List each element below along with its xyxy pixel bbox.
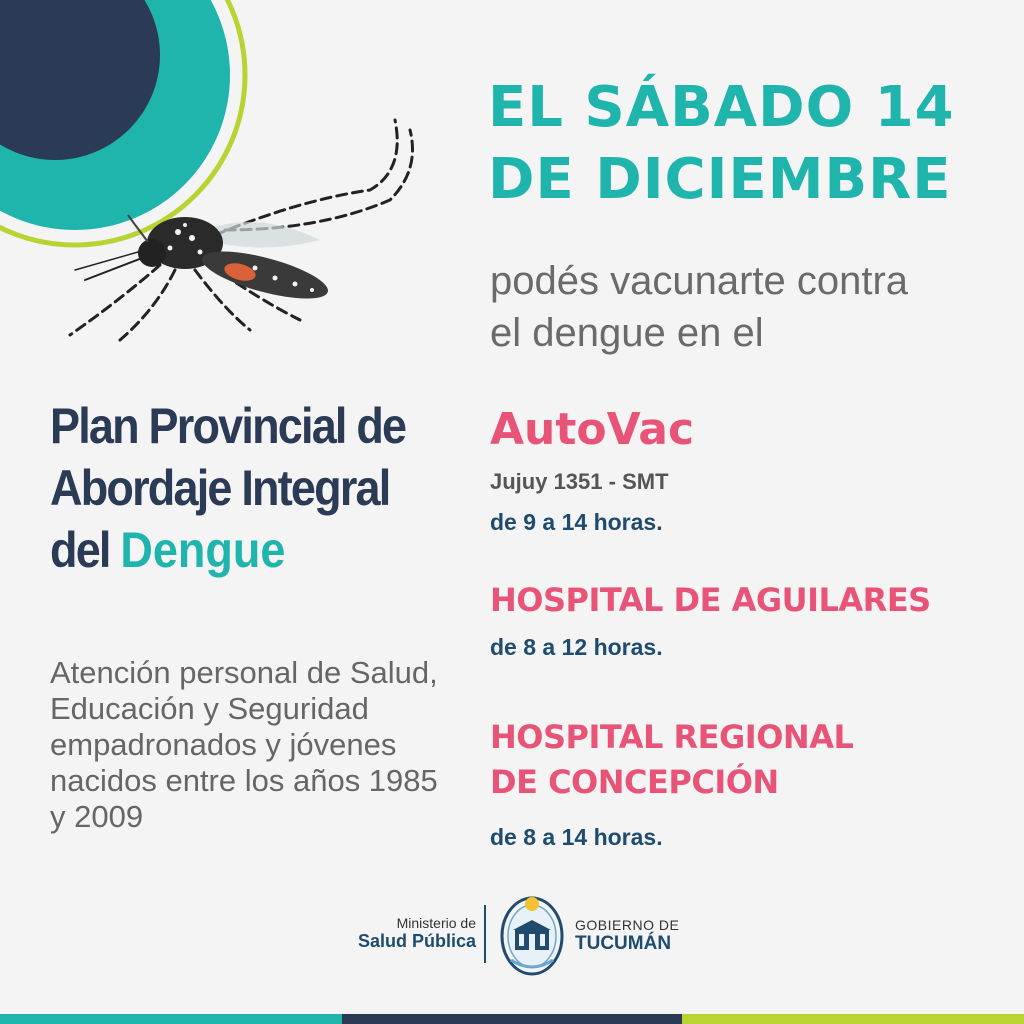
logo-divider <box>484 905 486 963</box>
ministry-line-1: Ministerio de <box>396 915 476 931</box>
location-regional-name-line-2: DE CONCEPCIÓN <box>490 763 779 801</box>
plan-line-1: Plan Provincial de <box>50 398 406 454</box>
target-line-1: Atención personal de Salud, <box>50 655 438 690</box>
gov-line-1: GOBIERNO DE <box>575 917 680 933</box>
location-aguilares-hours: de 8 a 12 horas. <box>490 634 663 660</box>
intro-line-1: podés vacunarte contra <box>490 259 909 303</box>
location-autovac-hours: de 9 a 14 horas. <box>490 509 663 535</box>
plan-line-3-prefix: del <box>50 522 121 578</box>
intro-line-2: el dengue en el <box>490 311 764 355</box>
event-date-headline <box>488 72 1008 216</box>
target-audience-text <box>50 655 470 835</box>
target-line-2: Educación y Seguridad <box>50 691 369 726</box>
plan-title <box>50 395 428 581</box>
plan-line-3-accent: Dengue <box>120 522 286 578</box>
headline-line-2: DE DICIEMBRE <box>488 147 952 212</box>
target-line-3: empadronados y jóvenes <box>50 727 397 762</box>
location-aguilares-name: HOSPITAL DE AGUILARES <box>490 581 931 619</box>
tucuman-seal-icon <box>497 890 567 978</box>
headline-line-1: EL SÁBADO 14 <box>488 75 955 140</box>
plan-line-3 <box>50 519 428 581</box>
ministry-line-2: Salud Pública <box>357 931 476 951</box>
intro-text <box>490 255 1010 359</box>
target-line-4: nacidos entre los años 1985 <box>50 763 438 798</box>
location-autovac-name: AutoVac <box>490 404 695 455</box>
location-regional-hours: de 8 a 14 horas. <box>490 824 663 850</box>
bottom-bar-teal <box>0 1014 342 1024</box>
gov-line-2: TUCUMÁN <box>575 933 672 954</box>
bottom-bar-navy <box>342 1014 682 1024</box>
target-line-5: y 2009 <box>50 799 144 834</box>
bottom-bar-lime <box>682 1014 1024 1024</box>
location-regional-name <box>490 715 853 805</box>
plan-line-2: Abordaje Integral <box>50 460 390 516</box>
location-autovac-address: Jujuy 1351 - SMT <box>490 469 669 494</box>
government-logo <box>575 917 679 955</box>
mosquito-icon <box>0 0 440 360</box>
location-regional-name-line-1: HOSPITAL REGIONAL <box>490 718 854 756</box>
ministry-logo <box>300 915 476 952</box>
